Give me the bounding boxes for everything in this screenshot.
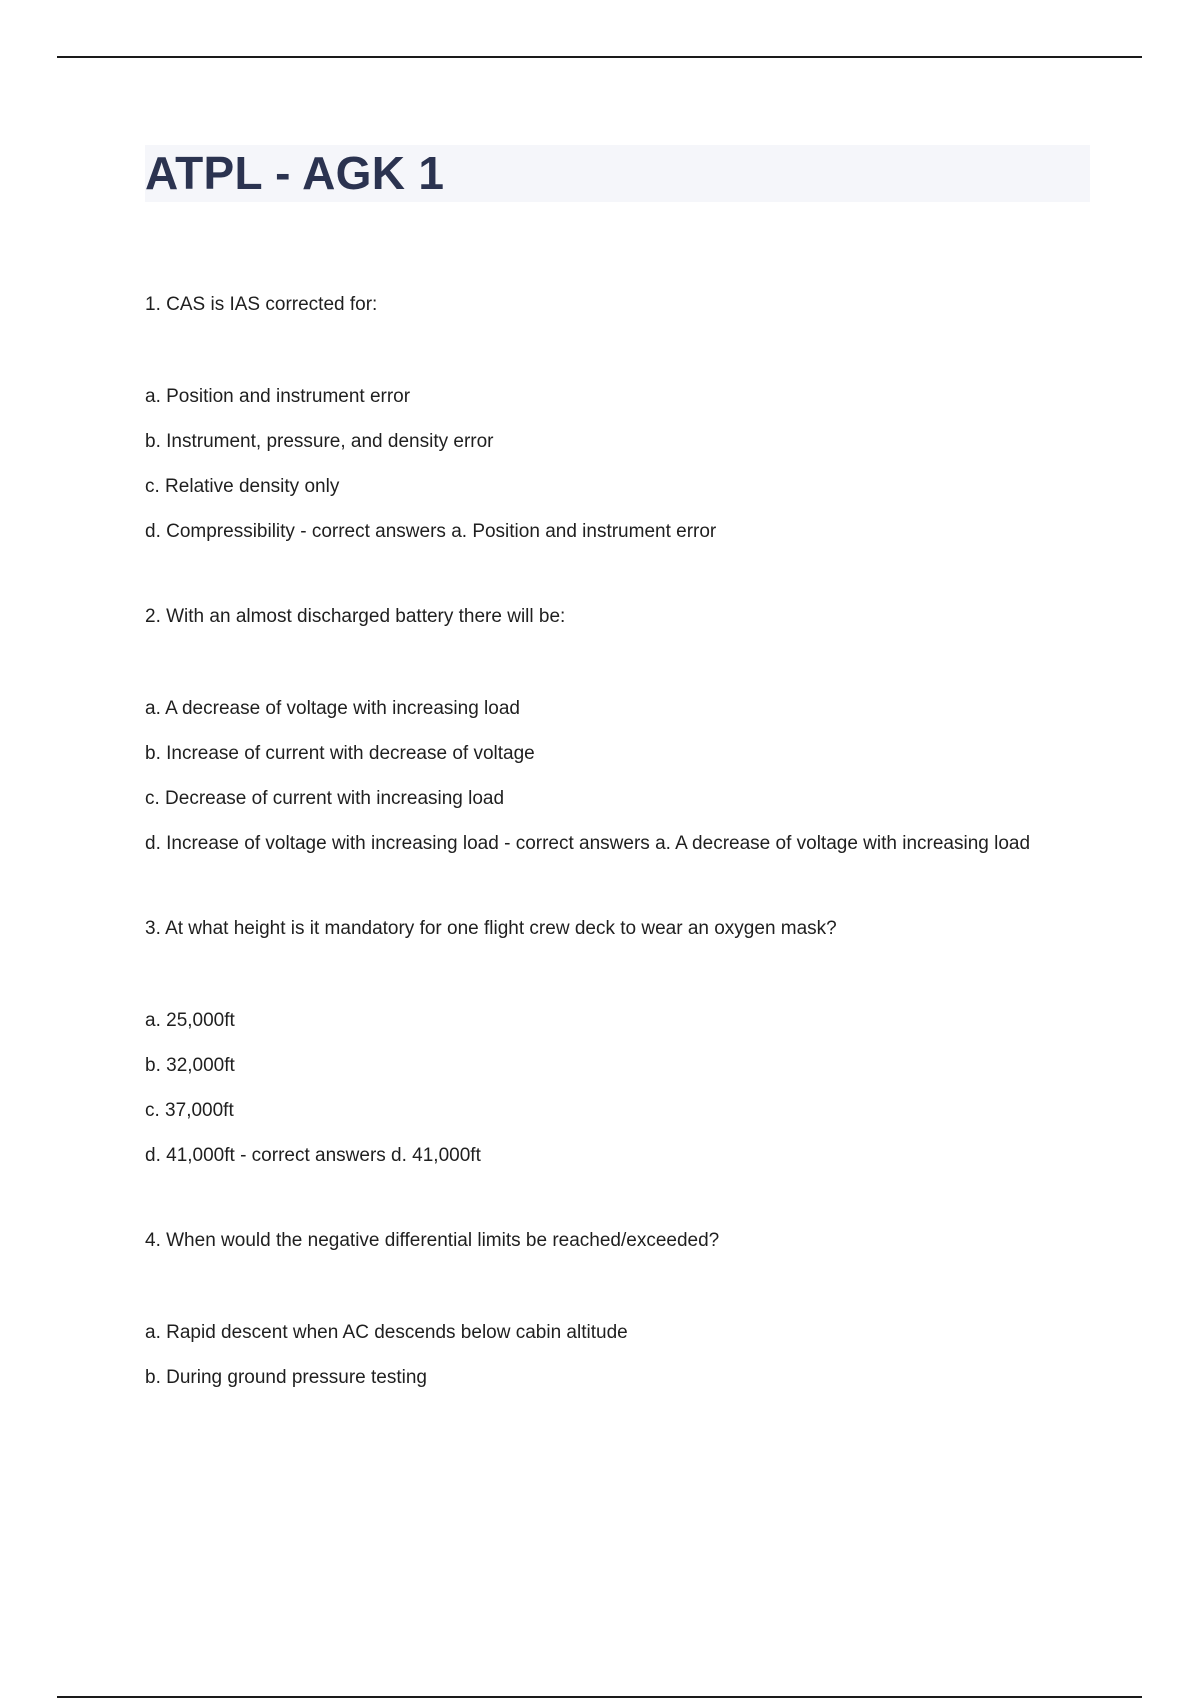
question-list	[145, 292, 1065, 1450]
answer-option: a. 25,000ft	[145, 1010, 235, 1031]
answer-option: b. Increase of current with decrease of voltage	[145, 743, 535, 764]
question-block	[145, 916, 1065, 1169]
answer-option: b. During ground pressure testing	[145, 1367, 427, 1388]
answer-option: c. Decrease of current with increasing load	[145, 788, 505, 809]
answer-option: b. 32,000ft	[145, 1055, 235, 1076]
answer-option: a. A decrease of voltage with increasing load	[145, 698, 520, 719]
answer-option: d. 41,000ft - correct answers d. 41,000ft	[145, 1145, 481, 1166]
answer-option: b. Instrument, pressure, and density error	[145, 431, 494, 452]
question-text: 2. With an almost discharged battery there will be:	[145, 606, 566, 627]
question-block	[145, 292, 1065, 545]
question-block	[145, 1228, 1065, 1391]
page-top-rule	[57, 56, 1142, 58]
answer-option: c. Relative density only	[145, 476, 340, 497]
answer-option: d. Compressibility - correct answers a. Position and instrument error	[145, 521, 717, 542]
answer-option: a. Rapid descent when AC descends below cabin altitude	[145, 1322, 628, 1343]
document-title: ATPL - AGK 1	[145, 147, 445, 199]
question-text: 3. At what height is it mandatory for one flight crew deck to wear an oxygen mask?	[145, 918, 837, 939]
answer-option: c. 37,000ft	[145, 1100, 234, 1121]
question-text: 4. When would the negative differential limits be reached/exceeded?	[145, 1230, 720, 1251]
question-block	[145, 604, 1065, 857]
answer-option: d. Increase of voltage with increasing load - correct answers a. A decrease of voltage with increasing load	[145, 833, 1031, 854]
question-text: 1. CAS is IAS corrected for:	[145, 294, 378, 315]
answer-option: a. Position and instrument error	[145, 386, 411, 407]
page-bottom-rule	[57, 1696, 1142, 1698]
